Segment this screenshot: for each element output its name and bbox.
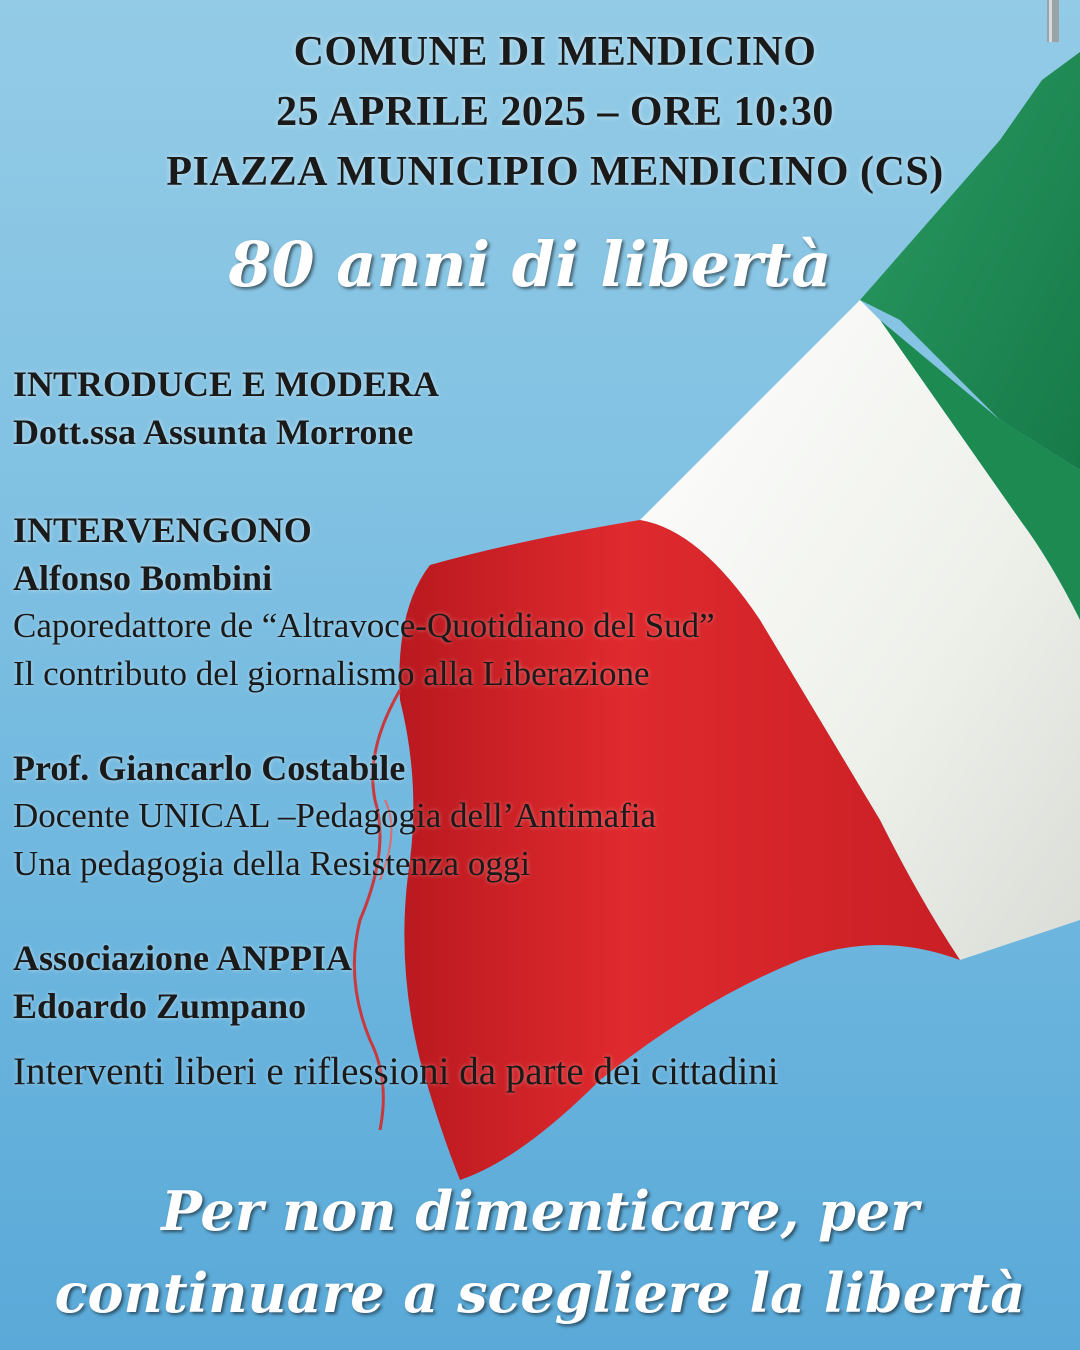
speaker-topic: Una pedagogia della Resistenza oggi bbox=[13, 844, 531, 883]
event-location: PIAZZA MUNICIPIO MENDICINO (CS) bbox=[166, 149, 944, 195]
event-header bbox=[0, 22, 1080, 202]
script-title: 80 anni di libertà bbox=[228, 228, 832, 301]
speaker-role: Caporedattore de “Altravoce-Quotidiano del Sud” bbox=[13, 606, 715, 645]
speaker-name: Prof. Giancarlo Costabile bbox=[13, 748, 406, 788]
moderator-name: Dott.ssa Assunta Morrone bbox=[13, 412, 414, 452]
municipality-title: COMUNE DI MENDICINO bbox=[293, 29, 817, 75]
slogan-line: Per non dimenticare, per bbox=[161, 1179, 919, 1243]
speaker-topic: Il contributo del giornalismo alla Liberazione bbox=[13, 654, 650, 693]
slogan-line: continuare a scegliere la libertà bbox=[54, 1261, 1026, 1325]
association-speaker: Edoardo Zumpano bbox=[13, 986, 307, 1026]
speakers-heading: INTERVENGONO bbox=[13, 510, 312, 550]
speaker-name: Alfonso Bombini bbox=[13, 558, 273, 598]
moderator-heading: INTRODUCE E MODERA bbox=[13, 364, 440, 404]
program bbox=[13, 360, 1073, 1098]
event-date-time: 25 APRILE 2025 – ORE 10:30 bbox=[276, 89, 834, 135]
association-name: Associazione ANPPIA bbox=[13, 938, 352, 978]
closing-slogan bbox=[0, 1170, 1080, 1334]
speaker-role: Docente UNICAL –Pedagogia dell’Antimafia bbox=[13, 796, 657, 835]
free-talks-note: Interventi liberi e riflessioni da parte dei cittadini bbox=[13, 1050, 779, 1093]
